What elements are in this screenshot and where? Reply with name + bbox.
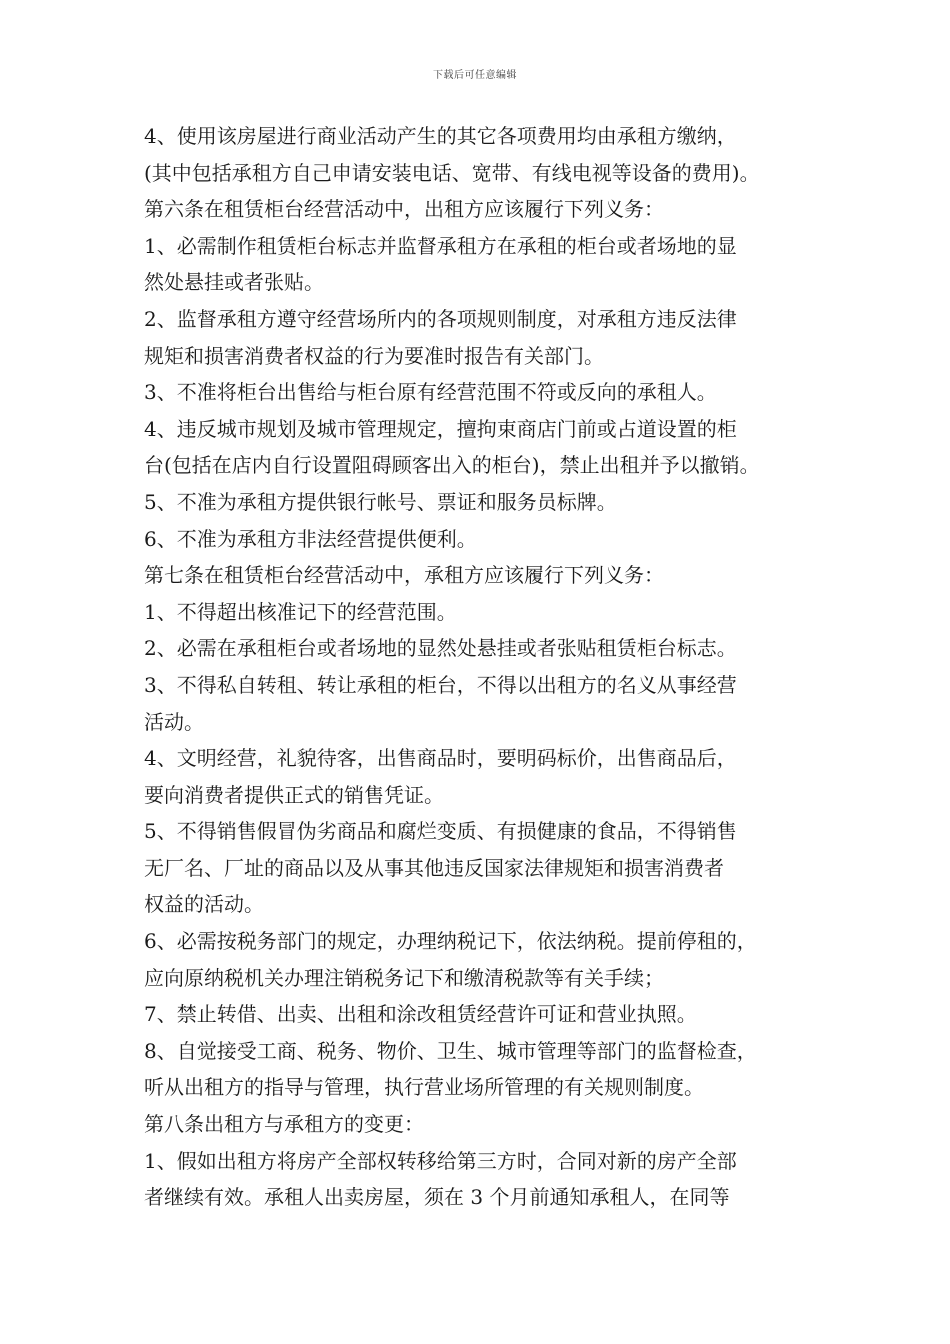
text-line: 8、自觉接受工商、税务、物价、卫生、城市管理等部门的监督检查，: [144, 1038, 757, 1063]
text-line: 3、不得私自转租、转让承租的柜台，不得以出租方的名义从事经营: [144, 672, 737, 697]
document-body: [144, 118, 824, 1216]
text-line: 3、不准将柜台出售给与柜台原有经营范围不符或反向的承租人。: [144, 380, 717, 405]
text-line: 要向消费者提供正式的销售凭证。: [144, 782, 444, 807]
section-heading-line: 第六条在租赁柜台经营活动中，出租方应该履行下列义务：: [144, 197, 664, 222]
text-line: 无厂名、厂址的商品以及从事其他违反国家法律规矩和损害消费者: [144, 855, 724, 880]
text-line: 台(包括在店内自行设置阻碍顾客出入的柜台)，禁止出租并予以撤销。: [144, 453, 760, 478]
text-line: 应向原纳税机关办理注销税务记下和缴清税款等有关手续；: [144, 965, 664, 990]
text-line: 7、禁止转借、出卖、出租和涂改租赁经营许可证和营业执照。: [144, 1002, 697, 1027]
text-line: 听从出租方的指导与管理，执行营业场所管理的有关规则制度。: [144, 1075, 704, 1100]
text-line: 1、不得超出核准记下的经营范围。: [144, 599, 457, 624]
section-heading-line: 第八条出租方与承租方的变更：: [144, 1112, 424, 1137]
text-line: 活动。: [144, 709, 204, 734]
page-header-note: 下载后可任意编辑: [433, 70, 517, 81]
text-line: 权益的活动。: [144, 892, 264, 917]
text-line: 1、必需制作租赁柜台标志并监督承租方在承租的柜台或者场地的显: [144, 233, 737, 258]
text-line: 规矩和损害消费者权益的行为要准时报告有关部门。: [144, 343, 604, 368]
text-line: 2、监督承租方遵守经营场所内的各项规则制度，对承租方违反法律: [144, 306, 737, 331]
text-line: 者继续有效。承租人出卖房屋，须在 3 个月前通知承租人，在同等: [144, 1185, 730, 1210]
text-line: 6、不准为承租方非法经营提供便利。: [144, 526, 477, 551]
text-line: 5、不得销售假冒伪劣商品和腐烂变质、有损健康的食品，不得销售: [144, 819, 737, 844]
text-line: 2、必需在承租柜台或者场地的显然处悬挂或者张贴租赁柜台标志。: [144, 636, 737, 661]
text-line: 4、使用该房屋进行商业活动产生的其它各项费用均由承租方缴纳，: [144, 124, 737, 148]
text-line: 5、不准为承租方提供银行帐号、票证和服务员标牌。: [144, 489, 617, 514]
section-heading-line: 第七条在租赁柜台经营活动中，承租方应该履行下列义务：: [144, 563, 664, 588]
text-line: (其中包括承租方自己申请安装电话、宽带、有线电视等设备的费用)。: [144, 160, 760, 185]
text-line: 4、文明经营，礼貌待客，出售商品时，要明码标价，出售商品后，: [144, 746, 737, 771]
text-line: 4、违反城市规划及城市管理规定，擅拘束商店门前或占道设置的柜: [144, 416, 737, 441]
text-line: 6、必需按税务部门的规定，办理纳税记下，依法纳税。提前停租的，: [144, 929, 757, 954]
text-line: 1、假如出租方将房产全部权转移给第三方时，合同对新的房产全部: [144, 1148, 737, 1173]
text-line: 然处悬挂或者张贴。: [144, 270, 324, 295]
